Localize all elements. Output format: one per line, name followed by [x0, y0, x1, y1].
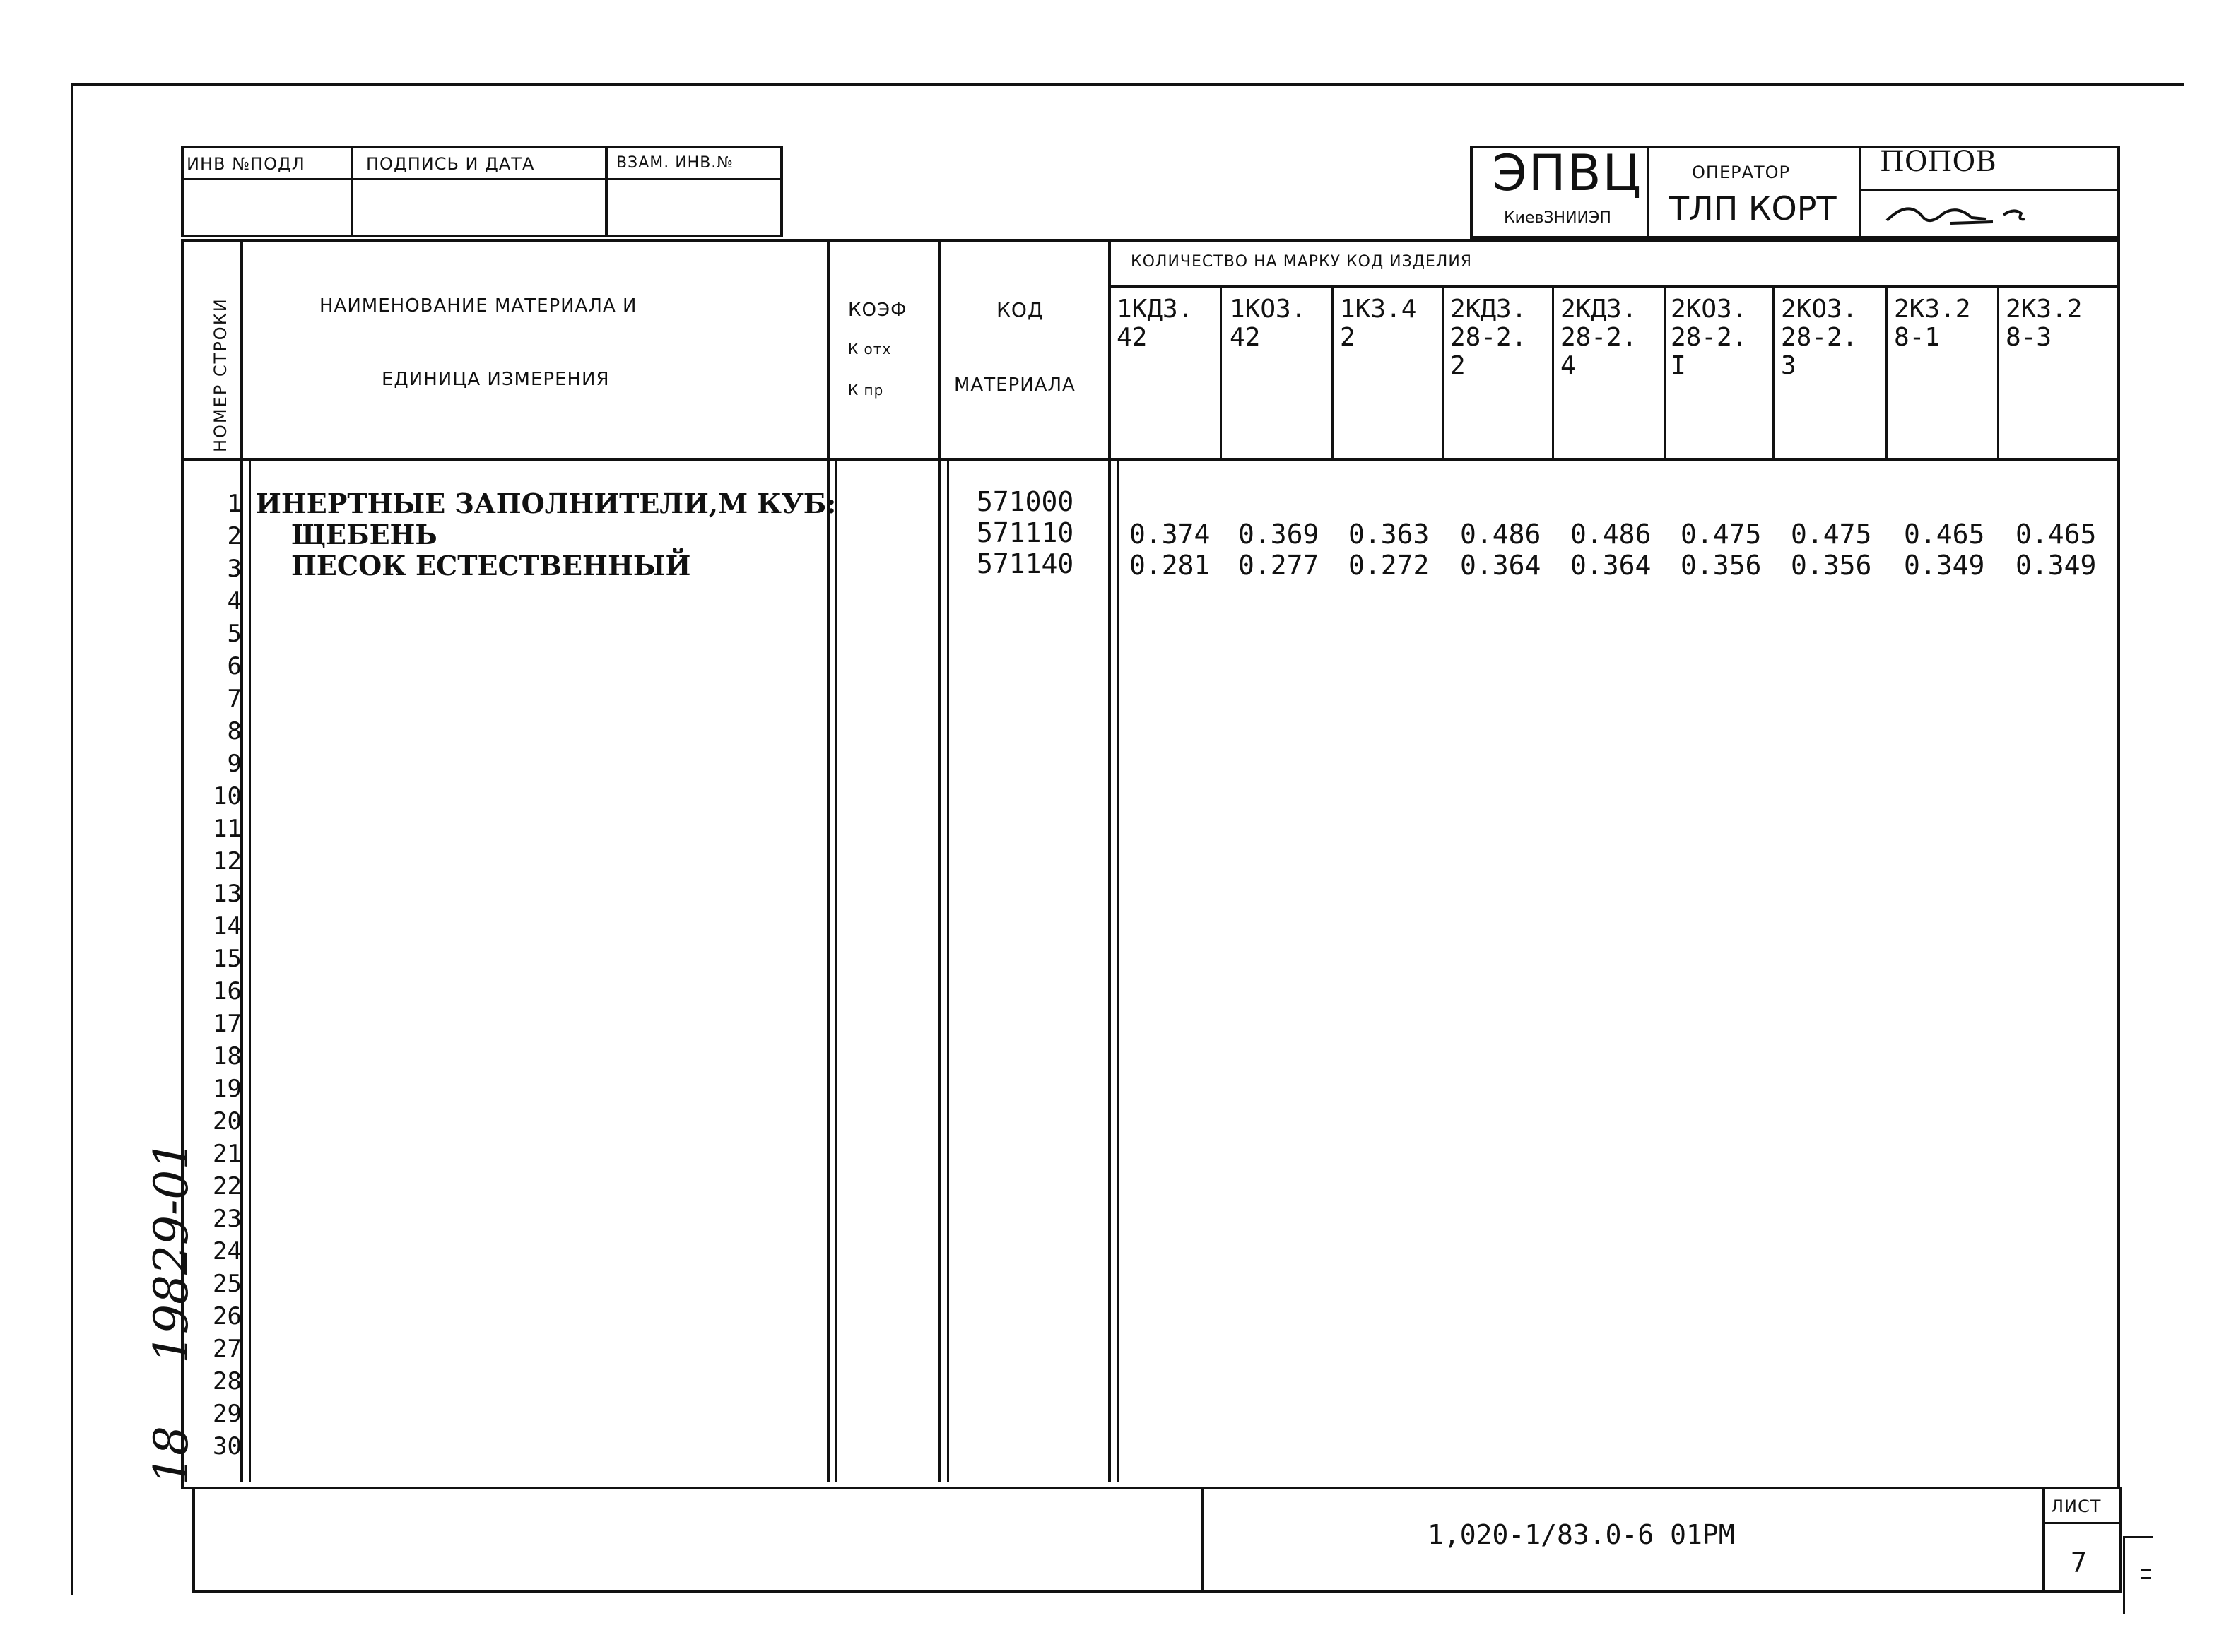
quantity-cell: 0.277 [1238, 550, 1319, 581]
quantity-cell: 0.374 [1129, 519, 1211, 550]
row-number: 22 [213, 1172, 242, 1200]
quantity-cell: 0.465 [2016, 519, 2097, 550]
row-number: 8 [227, 717, 242, 745]
quantity-cell: 0.356 [1681, 550, 1762, 581]
row-number: 9 [227, 750, 242, 778]
margin-note: 19829-01 [144, 1140, 199, 1364]
sheet-number: 7 [2071, 1547, 2087, 1579]
quantity-cell: 0.281 [1129, 550, 1211, 581]
quantity-cell: 0.272 [1348, 550, 1430, 581]
column-header: 2КЗ.2 8-3 [2006, 295, 2083, 352]
column-header: 2КДЗ. 28-2. 2 [1450, 295, 1527, 380]
column-header: 1КДЗ. 42 [1117, 295, 1194, 352]
qty-header: КОЛИЧЕСТВО НА МАРКУ КОД ИЗДЕЛИЯ [1131, 253, 1473, 271]
document-code: 1,020-1/83.0-6 01РМ [1428, 1519, 1735, 1550]
row-number: 4 [227, 587, 242, 615]
column-header: 2КДЗ. 28-2. 4 [1560, 295, 1637, 380]
row-number: 12 [213, 847, 242, 875]
name-header-line1: НАИМЕНОВАНИЕ МАТЕРИАЛА И [319, 295, 637, 317]
quantity-cell: 0.486 [1460, 519, 1541, 550]
operator-value: ТЛП КОРТ [1669, 189, 1837, 228]
row-number: 7 [227, 685, 242, 713]
column-header: 1КЗ.4 2 [1340, 295, 1417, 352]
quantity-cell: 0.356 [1791, 550, 1872, 581]
frame-left-line [71, 83, 73, 1595]
quantity-cell: 0.486 [1570, 519, 1652, 550]
row-number: 23 [213, 1205, 242, 1233]
row-number: 14 [213, 912, 242, 940]
row-number: 24 [213, 1237, 242, 1265]
quantity-cell: 0.475 [1681, 519, 1762, 550]
column-header: 1КОЗ. 42 [1230, 295, 1307, 352]
column-header: 2КОЗ. 28-2. 3 [1781, 295, 1858, 380]
main-table [181, 239, 2120, 1489]
row-number: 21 [213, 1140, 242, 1168]
margin-page: 18 [144, 1426, 199, 1485]
row-number: 13 [213, 880, 242, 908]
stamp-podpis: ПОДПИСЬ И ДАТА [366, 154, 535, 174]
quantity-cell: 0.349 [1904, 550, 1985, 581]
code-header-line2: МАТЕРИАЛА [954, 374, 1076, 396]
row-number: 26 [213, 1302, 242, 1331]
row-number: 18 [213, 1042, 242, 1070]
column-header: 2КОЗ. 28-2. I [1671, 295, 1748, 380]
row-number: 6 [227, 652, 242, 680]
stamp-inv-podl: ИНВ №ПОДЛ [187, 154, 305, 174]
row-number: 16 [213, 977, 242, 1005]
row-number: 29 [213, 1400, 242, 1428]
material-name: ИНЕРТНЫЕ ЗАПОЛНИТЕЛИ,М КУБ: [256, 488, 837, 519]
row-number: 19 [213, 1075, 242, 1103]
row-number-header: НОМЕР СТРОКИ [211, 297, 230, 452]
row-number: 3 [227, 555, 242, 583]
row-number: 2 [227, 522, 242, 550]
quantity-cell: 0.369 [1238, 519, 1319, 550]
row-number: 1 [227, 490, 242, 518]
row-number: 25 [213, 1270, 242, 1298]
signature-icon [1880, 192, 2049, 236]
sheet-label: ЛИСТ [2051, 1497, 2102, 1516]
material-name: ПЕСОК ЕСТЕСТВЕННЫЙ [291, 550, 691, 582]
material-code: 571000 [977, 486, 1074, 517]
quantity-cell: 0.349 [2016, 550, 2097, 581]
row-number: 10 [213, 782, 242, 810]
quantity-cell: 0.363 [1348, 519, 1430, 550]
name-header-line2: ЕДИНИЦА ИЗМЕРЕНИЯ [382, 369, 610, 390]
operator-label: ОПЕРАТОР [1692, 163, 1791, 182]
coef-header-line1: КОЭФ [848, 300, 907, 321]
footer-box [192, 1487, 2122, 1593]
row-number: 11 [213, 815, 242, 843]
row-number: 20 [213, 1107, 242, 1135]
org-sub: КиевЗНИИЭП [1504, 209, 1611, 227]
quantity-cell: 0.364 [1570, 550, 1652, 581]
coef-header-line2: К отх [848, 341, 892, 358]
quantity-cell: 0.475 [1791, 519, 1872, 550]
org-name: ЭПВЦ [1493, 144, 1642, 202]
person-name: ПОПОВ [1880, 146, 1996, 178]
frame-top-line [71, 83, 2184, 86]
material-code: 571140 [977, 548, 1074, 579]
row-number: 27 [213, 1335, 242, 1363]
row-number: 30 [213, 1432, 242, 1461]
stamp-vzam: ВЗАМ. ИНВ.№ [616, 154, 734, 172]
material-name: ЩЕБЕНЬ [291, 519, 437, 550]
quantity-cell: 0.465 [1904, 519, 1985, 550]
row-number: 17 [213, 1010, 242, 1038]
column-header: 2КЗ.2 8-1 [1894, 295, 1971, 352]
code-header-line1: КОД [996, 298, 1044, 321]
row-number: 15 [213, 945, 242, 973]
row-number: 5 [227, 620, 242, 648]
coef-header-line3: К пр [848, 382, 884, 399]
row-number: 28 [213, 1367, 242, 1396]
quantity-cell: 0.364 [1460, 550, 1541, 581]
material-code: 571110 [977, 517, 1074, 548]
